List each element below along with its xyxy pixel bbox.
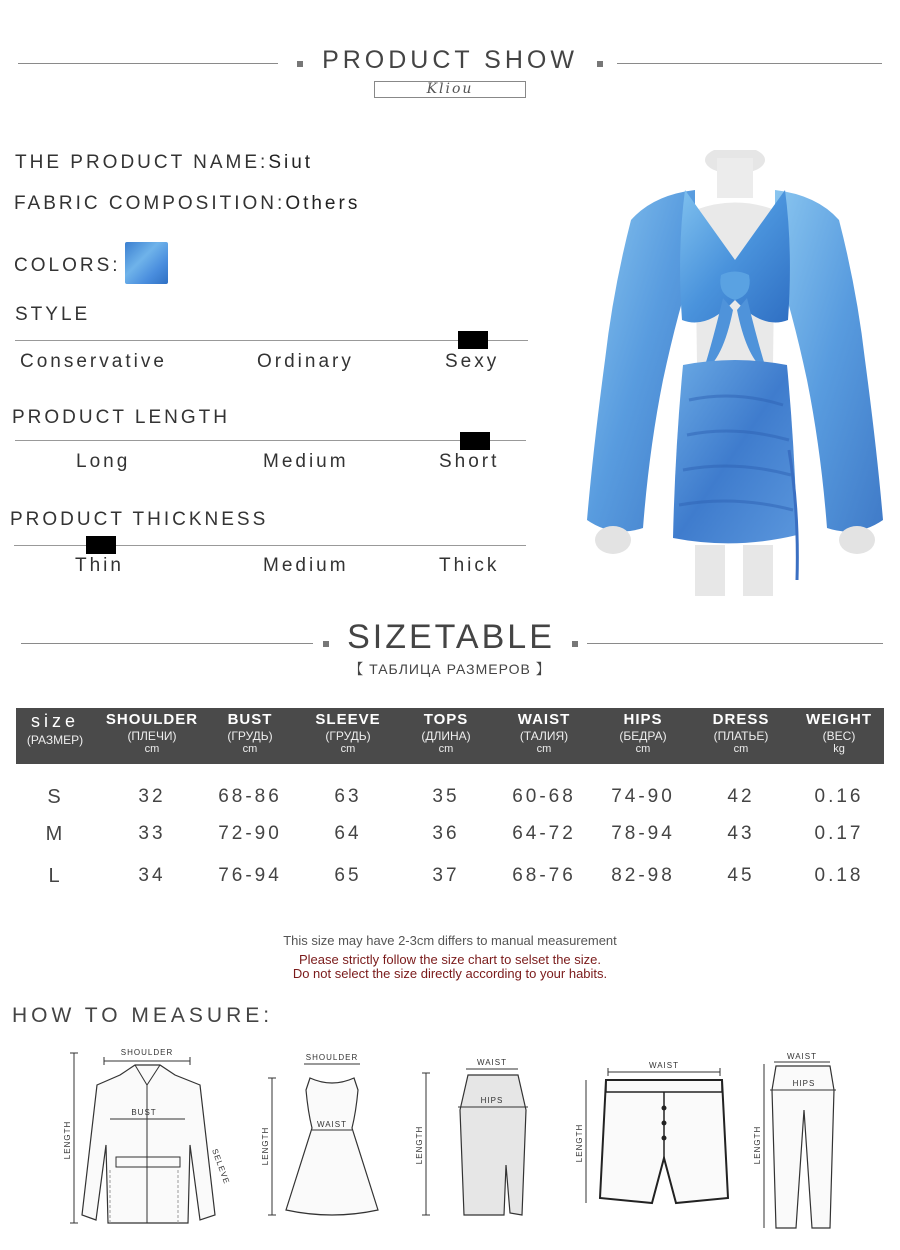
length-option-long: Long [76,451,131,472]
table-cell: 42 [727,786,755,807]
col-waist [494,708,594,755]
col-waist-unit: cm [536,743,552,755]
sizetable-bullet-left [323,641,329,647]
table-cell: 82-98 [611,865,675,886]
style-scale-line [15,340,528,341]
col-sleeve-unit: cm [340,743,356,755]
pants-hips-label: HIPS [792,1079,816,1088]
table-cell: 63 [334,786,362,807]
col-waist-sub: (ТАЛИЯ) [519,729,569,743]
length-option-medium: Medium [263,451,349,472]
size-cell: L [48,865,60,887]
col-bust-sub: (ГРУДЬ) [227,729,273,743]
how-to-measure-heading: HOW TO MEASURE: [12,1004,274,1027]
table-cell: 35 [432,786,460,807]
product-name-value: Siut [268,152,314,173]
table-cell: 0.17 [814,823,864,844]
size-cell: S [47,786,61,808]
table-cell: 45 [727,865,755,886]
col-bust-name: BUST [227,711,273,728]
table-cell: 32 [138,786,166,807]
table-cell: 43 [727,823,755,844]
dress-shoulder-label: SHOULDER [305,1053,359,1062]
col-sleeve-name: SLEEVE [315,711,381,728]
thickness-option-thin: Thin [75,555,124,576]
table-cell: 34 [138,865,166,886]
col-tops-name: TOPS [423,711,469,728]
table-cell: 0.16 [814,786,864,807]
table-cell: 37 [432,865,460,886]
note-measurement: This size may have 2-3cm differs to manual measurement [283,933,617,948]
jacket-sleeve-label: SELEVE [210,1147,232,1186]
style-option-conservative: Conservative [20,351,167,372]
size-cell: M [45,823,63,845]
col-size-name: size [30,711,79,731]
thickness-marker [86,536,116,554]
pants-waist-label: WAIST [786,1052,818,1061]
fabric-value: Others [285,193,361,214]
header-rule-left [18,63,278,64]
table-cell: 72-90 [218,823,282,844]
note-habits: Do not select the size directly according to your habits. [292,966,608,981]
col-bust [200,708,300,755]
jacket-bust-label: BUST [131,1108,157,1117]
col-shoulder-sub: (ПЛЕЧИ) [127,729,177,743]
skirt-waist-label: WAIST [476,1058,508,1067]
col-weight-unit: kg [833,743,845,755]
fabric-label: FABRIC COMPOSITION: [14,193,286,214]
dress-measure-diagram [258,1050,388,1225]
header-bullet-right [597,61,603,67]
col-size-sub: (РАЗМЕР) [26,733,84,747]
table-cell: 74-90 [611,786,675,807]
table-cell: 64 [334,823,362,844]
thickness-heading: PRODUCT THICKNESS [10,509,269,530]
dress-waist-label: WAIST [316,1120,348,1129]
shorts-waist-label: WAIST [648,1061,680,1070]
sizetable-rule-right [587,643,883,644]
table-cell: 76-94 [218,865,282,886]
length-heading: PRODUCT LENGTH [12,407,230,428]
skirt-hips-label: HIPS [480,1096,504,1105]
col-hips [593,708,693,755]
col-hips-sub: (БЕДРА) [619,729,667,743]
product-photo[interactable] [583,150,887,596]
col-tops [396,708,496,755]
table-cell: 78-94 [611,823,675,844]
col-shoulder [100,708,204,755]
sizetable-title: SIZETABLE [347,618,555,656]
header-rule-right [617,63,882,64]
sizetable-bullet-right [572,641,578,647]
dress-length-label: LENGTH [261,1126,270,1166]
length-marker [460,432,490,450]
jacket-shoulder-label: SHOULDER [120,1048,174,1057]
col-shoulder-unit: cm [144,743,160,755]
product-name [15,152,313,174]
col-hips-unit: cm [635,743,651,755]
table-cell: 68-76 [512,865,576,886]
color-swatch-blue[interactable] [125,242,168,284]
length-scale-line [15,440,526,441]
table-cell: 33 [138,823,166,844]
col-hips-name: HIPS [623,711,663,728]
skirt-measure-diagram [410,1055,540,1225]
size-table-header [16,708,884,764]
table-cell: 68-86 [218,786,282,807]
col-dress-name: DRESS [712,711,770,728]
length-option-short: Short [439,451,500,472]
table-cell: 60-68 [512,786,576,807]
table-cell: 36 [432,823,460,844]
style-marker [458,331,488,349]
sizetable-subtitle: 【 ТАБЛИЦА РАЗМЕРОВ 】 [349,661,551,677]
table-cell: 0.18 [814,865,864,886]
col-weight [791,708,887,755]
col-sleeve [298,708,398,755]
thickness-option-thick: Thick [439,555,500,576]
col-weight-sub: (ВЕС) [822,729,856,743]
col-tops-unit: cm [438,743,454,755]
col-sleeve-sub: (ГРУДЬ) [325,729,371,743]
pants-measure-diagram [750,1050,850,1235]
col-size [16,708,94,747]
col-waist-name: WAIST [517,711,571,728]
shorts-measure-diagram [572,1058,742,1213]
table-cell: 65 [334,865,362,886]
colors-label: COLORS: [14,255,121,276]
style-option-ordinary: Ordinary [257,351,354,372]
col-dress-unit: cm [733,743,749,755]
page-title: PRODUCT SHOW [322,46,578,74]
col-dress [691,708,791,755]
shorts-length-label: LENGTH [575,1123,584,1163]
brand-label: Kliou [374,81,526,98]
product-name-label: THE PRODUCT NAME: [15,152,269,173]
col-tops-sub: (ДЛИНА) [421,729,471,743]
style-heading: STYLE [15,304,91,325]
sizetable-rule-left [21,643,313,644]
fabric-composition [14,193,360,215]
jacket-measure-diagram [60,1045,235,1230]
col-bust-unit: cm [242,743,258,755]
col-dress-sub: (ПЛАТЬЕ) [713,729,769,743]
col-shoulder-name: SHOULDER [105,711,199,728]
note-follow-chart: Please strictly follow the size chart to selset the size. [298,952,601,967]
table-cell: 64-72 [512,823,576,844]
thickness-option-medium: Medium [263,555,349,576]
skirt-length-label: LENGTH [415,1125,424,1165]
col-weight-name: WEIGHT [806,711,872,728]
pants-length-label: LENGTH [753,1125,762,1165]
jacket-length-label: LENGTH [63,1120,72,1160]
style-option-sexy: Sexy [445,351,500,372]
